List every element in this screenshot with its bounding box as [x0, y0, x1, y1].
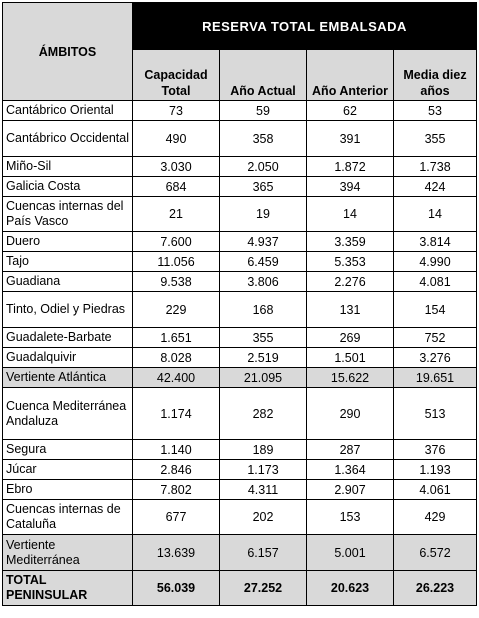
current-year-value: 21.095: [220, 368, 307, 388]
ten-year-average-value: 513: [394, 388, 477, 440]
ten-year-average-value: 429: [394, 500, 477, 535]
current-year-value: 2.050: [220, 157, 307, 177]
table-title: RESERVA TOTAL EMBALSADA: [133, 3, 477, 50]
ten-year-average-value: 424: [394, 177, 477, 197]
table-row: [3, 232, 477, 252]
ambito-name: Tinto, Odiel y Piedras: [3, 292, 133, 328]
ambito-name: Júcar: [3, 460, 133, 480]
current-year-value: 168: [220, 292, 307, 328]
table-row: [3, 197, 477, 232]
ambito-name: Cuenca Mediterránea Andaluza: [3, 388, 133, 440]
current-year-value: 365: [220, 177, 307, 197]
column-header-current-year: Año Actual: [220, 50, 307, 101]
current-year-value: 358: [220, 121, 307, 157]
previous-year-value: 2.276: [307, 272, 394, 292]
table-row: [3, 272, 477, 292]
column-header-capacity: Capacidad Total: [133, 50, 220, 101]
ambito-name: Vertiente Atlántica: [3, 368, 133, 388]
previous-year-value: 391: [307, 121, 394, 157]
capacity-value: 13.639: [133, 535, 220, 571]
ambitos-header: ÁMBITOS: [3, 3, 133, 101]
ambito-name: Guadalete-Barbate: [3, 328, 133, 348]
current-year-value: 4.937: [220, 232, 307, 252]
ambito-name: Ebro: [3, 480, 133, 500]
ambito-name: Galicia Costa: [3, 177, 133, 197]
current-year-value: 27.252: [220, 571, 307, 606]
ten-year-average-value: 1.193: [394, 460, 477, 480]
ten-year-average-value: 3.814: [394, 232, 477, 252]
previous-year-value: 290: [307, 388, 394, 440]
ten-year-average-value: 154: [394, 292, 477, 328]
ambito-name: Miño-Sil: [3, 157, 133, 177]
table-row: [3, 460, 477, 480]
ten-year-average-value: 26.223: [394, 571, 477, 606]
previous-year-value: 14: [307, 197, 394, 232]
capacity-value: 3.030: [133, 157, 220, 177]
capacity-value: 8.028: [133, 348, 220, 368]
capacity-value: 1.174: [133, 388, 220, 440]
previous-year-value: 5.353: [307, 252, 394, 272]
table-row: [3, 388, 477, 440]
capacity-value: 7.802: [133, 480, 220, 500]
capacity-value: 21: [133, 197, 220, 232]
capacity-value: 11.056: [133, 252, 220, 272]
subtotal-row: [3, 368, 477, 388]
column-header-ten-year-average: Media diez años: [394, 50, 477, 101]
capacity-value: 684: [133, 177, 220, 197]
table-row: [3, 348, 477, 368]
current-year-value: 6.459: [220, 252, 307, 272]
capacity-value: 2.846: [133, 460, 220, 480]
ten-year-average-value: 4.081: [394, 272, 477, 292]
previous-year-value: 1.364: [307, 460, 394, 480]
ten-year-average-value: 53: [394, 101, 477, 121]
previous-year-value: 5.001: [307, 535, 394, 571]
current-year-value: 189: [220, 440, 307, 460]
previous-year-value: 2.907: [307, 480, 394, 500]
previous-year-value: 20.623: [307, 571, 394, 606]
capacity-value: 490: [133, 121, 220, 157]
previous-year-value: 1.872: [307, 157, 394, 177]
table-row: [3, 480, 477, 500]
table-row: [3, 177, 477, 197]
ambito-name: Segura: [3, 440, 133, 460]
ambito-name: Tajo: [3, 252, 133, 272]
ten-year-average-value: 19.651: [394, 368, 477, 388]
capacity-value: 9.538: [133, 272, 220, 292]
previous-year-value: 287: [307, 440, 394, 460]
table-row: [3, 101, 477, 121]
current-year-value: 6.157: [220, 535, 307, 571]
previous-year-value: 269: [307, 328, 394, 348]
table-row: [3, 328, 477, 348]
subtotal-row: [3, 535, 477, 571]
capacity-value: 1.140: [133, 440, 220, 460]
current-year-value: 1.173: [220, 460, 307, 480]
current-year-value: 59: [220, 101, 307, 121]
previous-year-value: 153: [307, 500, 394, 535]
current-year-value: 4.311: [220, 480, 307, 500]
current-year-value: 282: [220, 388, 307, 440]
ten-year-average-value: 14: [394, 197, 477, 232]
current-year-value: 355: [220, 328, 307, 348]
total-row: [3, 571, 477, 606]
ambito-name: Guadalquivir: [3, 348, 133, 368]
previous-year-value: 131: [307, 292, 394, 328]
capacity-value: 56.039: [133, 571, 220, 606]
table-body: [3, 101, 477, 606]
previous-year-value: 15.622: [307, 368, 394, 388]
previous-year-value: 3.359: [307, 232, 394, 252]
capacity-value: 42.400: [133, 368, 220, 388]
capacity-value: 229: [133, 292, 220, 328]
ambito-name: Guadiana: [3, 272, 133, 292]
current-year-value: 19: [220, 197, 307, 232]
table-row: [3, 500, 477, 535]
current-year-value: 202: [220, 500, 307, 535]
table-row: [3, 121, 477, 157]
ambito-name: Cantábrico Oriental: [3, 101, 133, 121]
capacity-value: 677: [133, 500, 220, 535]
ambito-name: Cuencas internas del País Vasco: [3, 197, 133, 232]
ambito-name: Cuencas internas de Cataluña: [3, 500, 133, 535]
capacity-value: 1.651: [133, 328, 220, 348]
capacity-value: 7.600: [133, 232, 220, 252]
ten-year-average-value: 4.061: [394, 480, 477, 500]
ten-year-average-value: 1.738: [394, 157, 477, 177]
ten-year-average-value: 376: [394, 440, 477, 460]
ten-year-average-value: 355: [394, 121, 477, 157]
ten-year-average-value: 3.276: [394, 348, 477, 368]
ambito-name: Duero: [3, 232, 133, 252]
table-row: [3, 252, 477, 272]
table-row: [3, 157, 477, 177]
reservoir-table: [2, 2, 477, 606]
ten-year-average-value: 6.572: [394, 535, 477, 571]
capacity-value: 73: [133, 101, 220, 121]
current-year-value: 2.519: [220, 348, 307, 368]
table-row: [3, 292, 477, 328]
ten-year-average-value: 4.990: [394, 252, 477, 272]
current-year-value: 3.806: [220, 272, 307, 292]
ambito-name: Cantábrico Occidental: [3, 121, 133, 157]
column-header-previous-year: Año Anterior: [307, 50, 394, 101]
previous-year-value: 62: [307, 101, 394, 121]
previous-year-value: 1.501: [307, 348, 394, 368]
table-row: [3, 440, 477, 460]
ten-year-average-value: 752: [394, 328, 477, 348]
previous-year-value: 394: [307, 177, 394, 197]
ambito-name: Vertiente Mediterránea: [3, 535, 133, 571]
ambito-name: TOTAL PENINSULAR: [3, 571, 133, 606]
